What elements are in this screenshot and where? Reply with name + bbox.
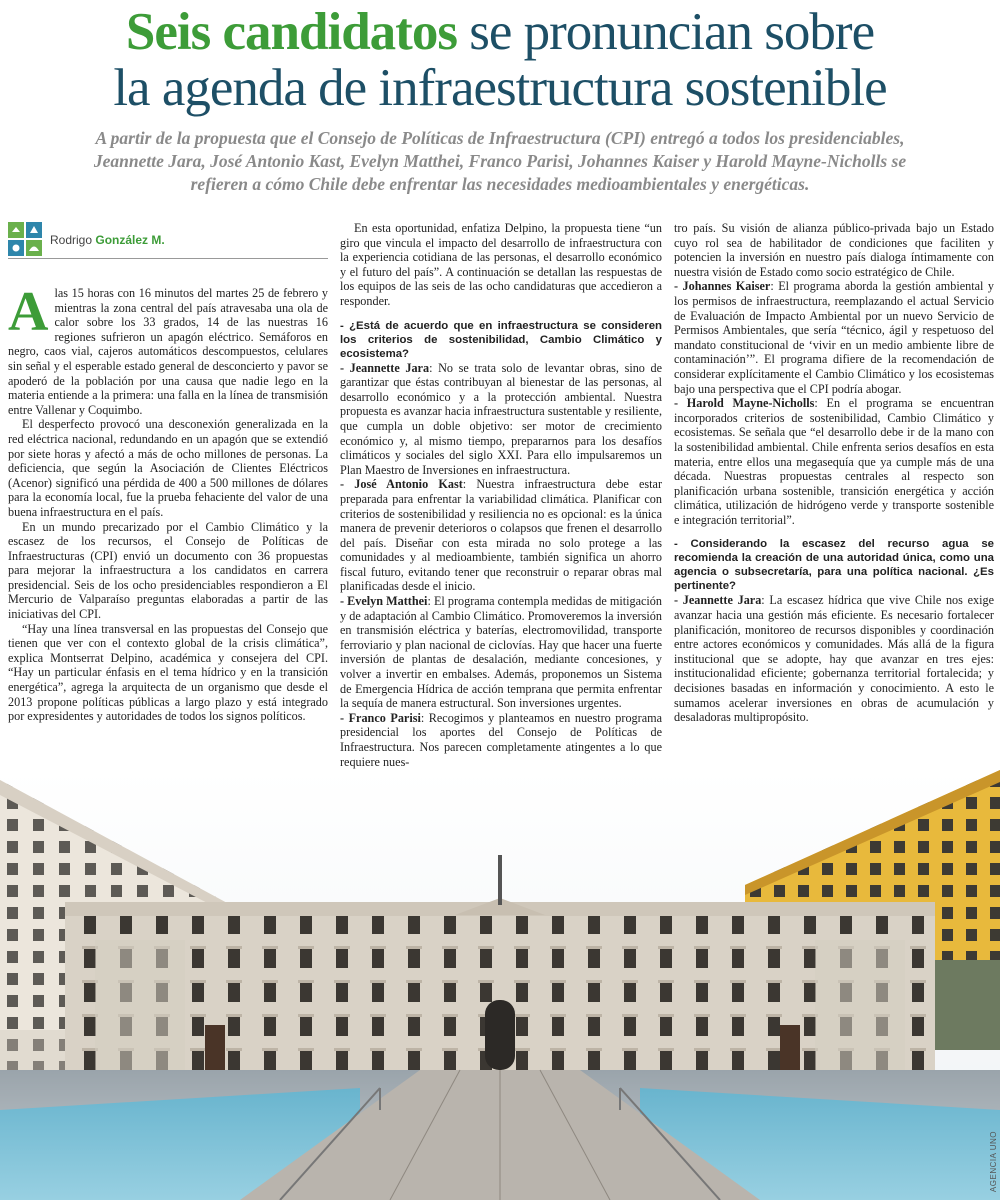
newspaper-section-logo [8, 222, 42, 256]
paragraph: tro país. Su visión de alianza público-privada bajo un Estado cuyo rol sea de habilitador de condiciones que faciliten y potencien la inversión en nuestro país dialoga íntimamente con nuestra visión de Estado como socio estratégico de Chile. [674, 221, 994, 279]
la-moneda-photo [0, 770, 1000, 1200]
candidate-answer: - Evelyn Matthei: El programa contempla medidas de mitigación y de adaptación al Cambio Climático. Promoveremos la inversión en transmisión eléctrica y baterías, electromovilidad, transporte ferroviario y plan nacional de ciclovías. Hay que hacer una fuerte inversión de plantas de desalación, mediante concesiones, y volver a invertir en embalses. Además, proponemos un Sistema de Emergencia Hídrica de acción temprana que permita enfrentar la sequía de manera estructural. Son inversiones urgentes. [340, 594, 662, 711]
paragraph: Alas 15 horas con 16 minutos del martes 25 de febrero y mientras la zona central del país atravesaba una ola de calor sobre los 33 grados, 14 de las nuestras 16 regiones sufrieron un apagón eléctrico. Semáforos en negro, caos vial, cajeros automáticos descompuestos, celulares sin señal y el esperable estado general de desconcierto y pavor se apoderó de la población por una causa que nadie lego en la materia entiende a la primera: una falla en la línea de transmisión entre Vallenar y Coquimbo. [8, 281, 328, 417]
article-deck: A partir de la propuesta que el Consejo de Políticas de Infraestructura (CPI) entregó a todos los presidenciables, Jeannette Jara, José Antonio Kast, Evelyn Matthei, Franco Parisi, Johannes Kaiser y Harold Mayne-Nicholls se refieren a cómo Chile debe enfrentar las necesidades medioambientales y energéticas. [93, 128, 907, 194]
headline-line-1 [0, 4, 1000, 60]
candidate-answer: - Jeannette Jara: No se trata solo de levantar obras, sino de garantizar que éstas contribuyan al bienestar de las personas, al desarrollo económico y a la protección ambiental. Nuestra propuesta es avanzar hacia infraestructura sustentable y resiliente, que cumpla un doble objetivo: ser motor de crecimiento económico y, al mismo tiempo, prepararnos para los desafíos climáticos y sociales del siglo XXI. Para ello impulsaremos un Plan Maestro de Inversiones en infraestructura. [340, 360, 663, 477]
interview-question: - ¿Está de acuerdo que en infraestructura se consideren los criterios de sostenibilidad, Cambio Climático y ecosistema? [340, 319, 662, 360]
photo-credit: AGENCIA UNO [989, 1130, 998, 1192]
headline-highlight: Seis candidatos [125, 3, 457, 61]
paragraph: En un mundo precarizado por el Cambio Climático y la escasez de los recursos, el Consejo de Políticas de Infraestructuras (CPI) envió un documento con 36 propuestas para mejorar la infraestructura a los candidatos en carrera presidencial. Seis de los ocho presidenciables respondieron a El Mercurio de Valparaíso preguntas elaboradas a partir de las iniciativas del CPI. [8, 519, 328, 622]
article-column-2 [340, 221, 662, 769]
drop-cap: A [8, 281, 49, 343]
paragraph: “Hay una línea transversal en las propuestas del Consejo que tienen que ver con el contexto global de la crisis climática”, explica Montserrat Delpino, académica y consejera del CPI. “Hay un particular énfasis en el tema hídrico y en la transición energética”, agrega la arquitecta de un organismo que desde el 2013 propone políticas públicas a largo plazo y está integrado por expresidentes y autoridades de todos los signos políticos. [8, 621, 328, 724]
article-column-1 [8, 281, 328, 724]
candidate-answer: - Franco Parisi: Recogimos y planteamos en nuestro programa presidencial los aportes del Consejo de Políticas de Infraestructura. Nos parecen completamente atingentes a lo que requiere nues- [340, 710, 662, 769]
paragraph: En esta oportunidad, enfatiza Delpino, la propuesta tiene “un giro que vincula el impacto del desarrollo de infraestructura con la experiencia cotidiana de las personas, el desarrollo económico y el futuro del país”. A continuación se detallan las respuestas de los equipos de las seis de las ocho candidaturas que accedieron a responder. [340, 221, 662, 308]
headline-line-2: la agenda de infraestructura sostenible [113, 59, 887, 117]
article-column-3 [674, 221, 994, 725]
candidate-answer: - José Antonio Kast: Nuestra infraestructura debe estar preparada para enfrentar la variabilidad climática. Planificar con criterios de sostenibilidad y resiliencia no es opcional: es la única manera de prevenir deterioros o colapsos que frenen el desarrollo del país. Diseñar con esta mirada no solo protege a las comunidades y al medioambiente, también significa un ahorro fiscal futuro, evitando tener que reconstruir o reparar obras mal planificadas desde el inicio. [340, 477, 663, 594]
headline-rest: se pronuncian sobre [456, 3, 875, 61]
candidate-answer: - Harold Mayne-Nicholls: En el programa se encuentran incorporados criterios de sostenibilidad, Cambio Climático y ecosistemas. Se señala que “el desarrollo debe ir de la mano con la sostenibilidad ambiental. Chile enfrenta serios desafíos en esta materia, entre ellos una megasequía que ya cumple más de una década. Nuestras propuestas centrales al respecto son planificación urbana sostenible, transición energética y acción climática, utilización de hidrógeno verde y transporte sostenible e integración territorial”. [674, 396, 994, 527]
author-name: Rodrigo González M. [50, 233, 165, 247]
headline [0, 4, 1000, 116]
candidate-answer: - Jeannette Jara: La escasez hídrica que vive Chile nos exige avanzar hacia una gestión más eficiente. Es necesario fortalecer planificación, monitoreo de recursos disponibles y coordinación entre actores económicos y comunidades. Más allá de la figura institucional que se adopte, hay que avanzar en tres ejes: institucionalidad eficiente; gobernanza territorial fortalecida; y decisiones basadas en información y conocimiento. A esto le sumamos acelerar inversiones en obras de acumulación y desaladoras multipropósito. [674, 593, 995, 725]
byline [8, 222, 328, 259]
candidate-answer: - Johannes Kaiser: El programa aborda la gestión ambiental y los permisos de infraestructura, reemplazando el actual Servicio de Evaluación de Impacto Ambiental por un nuevo Servicio de Permisos Ambientales, que sería “técnico, ágil y respetuoso del mandato constitucional de ‘vivir en un medio ambiente libre de contaminación’”. El programa difiere de la recomendación de considerar explícitamente el Cambio Climático y los ecosistemas bajo una perspectiva que el CPI podría abogar. [674, 279, 994, 396]
paragraph: El desperfecto provocó una desconexión generalizada en la red eléctrica nacional, redundando en un apagón que se extendió por siete horas y afectó a más de ocho millones de personas. La deficiencia, que según la Asociación de Clientes Eléctricos (Acenor) significó una pérdida de 400 a 500 millones de dólares para la economía local, fue la prueba fehaciente del valor de una buena infraestructura en el país. [8, 417, 328, 519]
palace-illustration [0, 770, 1000, 1200]
interview-question: - Considerando la escasez del recurso agua se recomienda la creación de una autoridad única, como una agencia o subsecretaría, para una política nacional. ¿Es pertinente? [674, 538, 994, 593]
